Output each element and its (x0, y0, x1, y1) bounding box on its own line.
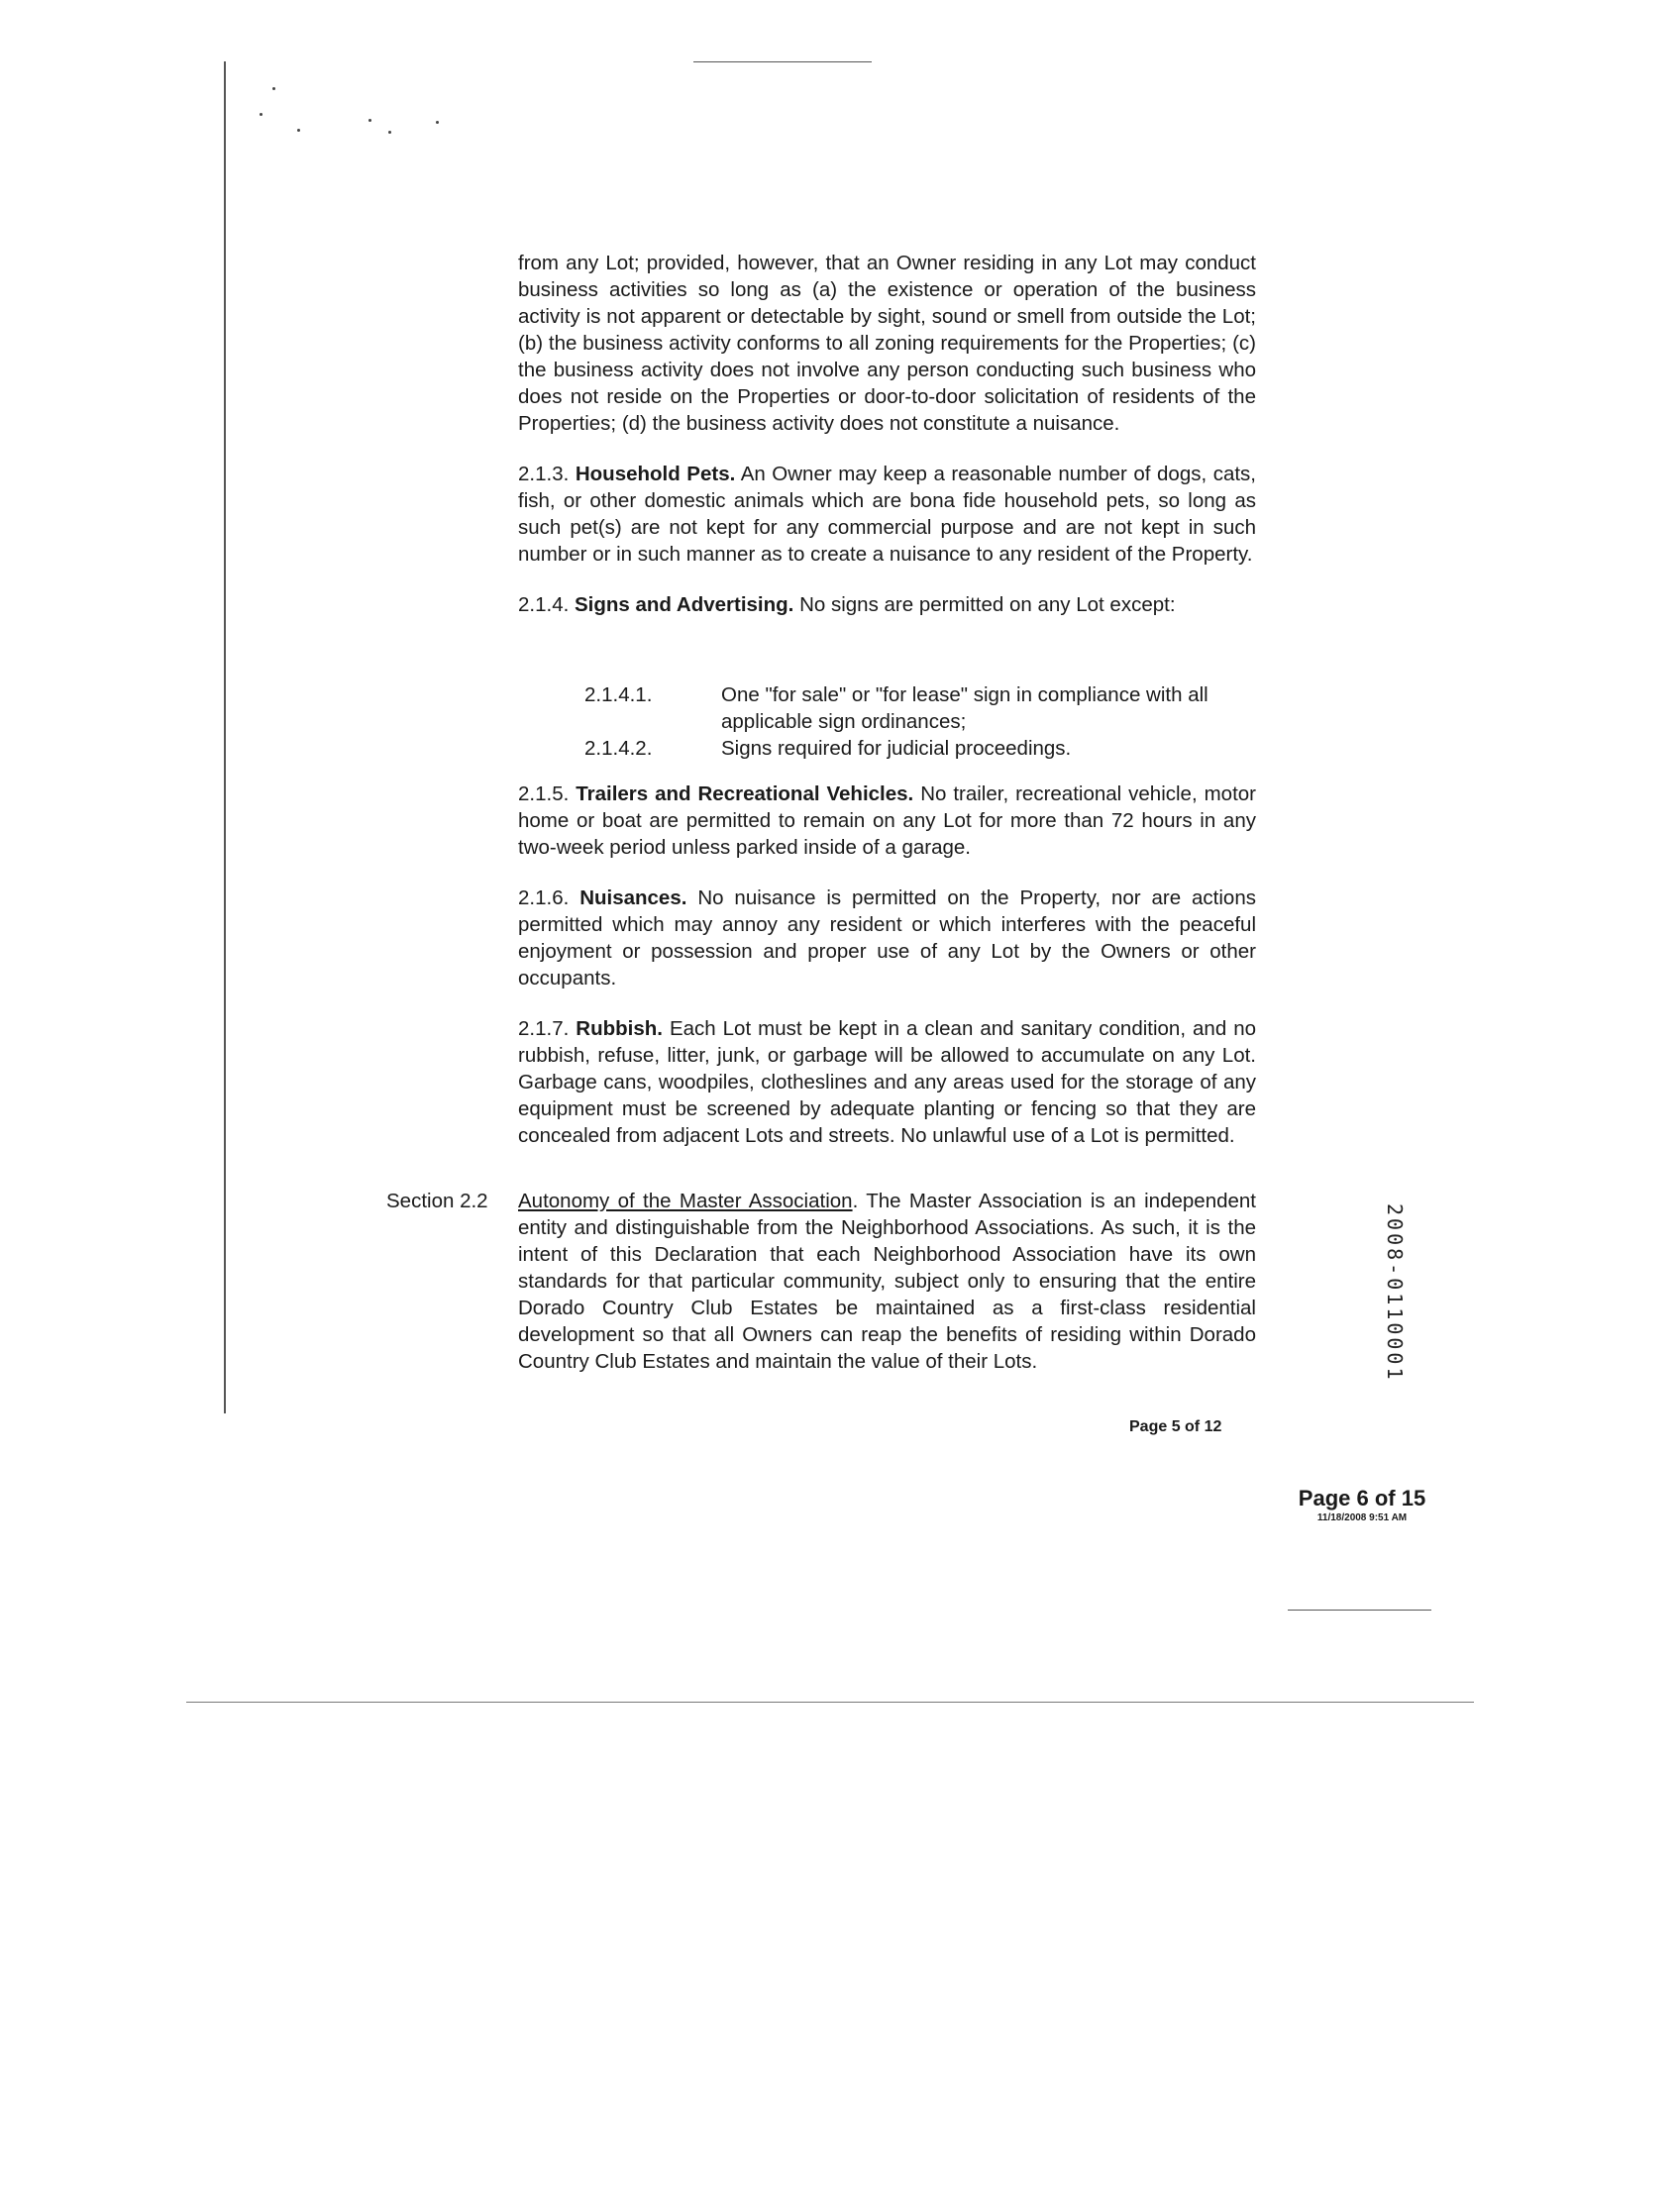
section-label: Section 2.2 (386, 1190, 488, 1212)
document-body (518, 250, 1256, 642)
scan-speck (368, 119, 371, 122)
paragraph-household-pets (518, 461, 1256, 568)
paragraph-autonomy (518, 1188, 1256, 1375)
section-2-2 (518, 1188, 1256, 1399)
section-title: Autonomy of the Master Association (518, 1190, 853, 1212)
paragraph-heading: Household Pets. (575, 463, 736, 485)
scan-speck (436, 121, 439, 124)
recording-number: 2008-0110001 (1383, 1203, 1407, 1383)
paragraph-nuisances (518, 885, 1256, 991)
sign-items-list (584, 681, 1258, 762)
list-item (584, 735, 1258, 762)
paragraph-number: 2.1.6. (518, 886, 570, 909)
scan-speck (260, 113, 262, 116)
list-item-number: 2.1.4.2. (584, 737, 653, 760)
paragraph-business-activities (518, 250, 1256, 437)
scan-bottom-border (186, 1702, 1474, 1703)
paragraph-text: No signs are permitted on any Lot except: (799, 593, 1176, 616)
scan-left-border (224, 61, 226, 1413)
paragraph-text: No nuisance is permitted on the Property, nor are actions permitted which may annoy any resident or which interferes with the peaceful enjoyment or possession and proper use of any Lot by the Owners or other occupants. (518, 886, 1256, 989)
paragraph-number: 2.1.4. (518, 593, 570, 616)
paragraph-text: Each Lot must be kept in a clean and sanitary condition, and no rubbish, refuse, litter, junk, or garbage will be allowed to accumulate on any Lot. Garbage cans, woodpiles, clotheslines and any areas used for the storage of any equipment must be screened by adequate planting or fencing so that they are concealed from adjacent Lots and streets. No unlawful use of a Lot is permitted. (518, 1017, 1256, 1147)
scan-speck (388, 131, 391, 134)
scan-right-mark (1288, 1610, 1431, 1611)
scan-speck (272, 87, 275, 90)
list-item-text: One "for sale" or "for lease" sign in compliance with all applicable sign ordinances; (721, 683, 1208, 733)
list-item-text: Signs required for judicial proceedings. (721, 737, 1072, 760)
stamp-timestamp: 11/18/2008 9:51 AM (1316, 1512, 1408, 1523)
paragraph-heading: Trailers and Recreational Vehicles. (576, 782, 914, 805)
paragraph-heading: Rubbish. (576, 1017, 663, 1040)
paragraph-number: 2.1.5. (518, 782, 570, 805)
page-number: Page 5 of 12 (1129, 1418, 1222, 1435)
paragraph-text: No trailer, recreational vehicle, motor home or boat are permitted to remain on any Lot for more than 72 hours in any two-week period unless parked inside of a garage. (518, 782, 1256, 859)
paragraph-rubbish (518, 1015, 1256, 1149)
list-item (584, 681, 1258, 735)
paragraph-heading: Signs and Advertising. (575, 593, 794, 616)
paragraph-number: 2.1.3. (518, 463, 570, 485)
paragraph-trailers-vehicles (518, 781, 1256, 861)
paragraph-text: An Owner may keep a reasonable number of dogs, cats, fish, or other domestic animals which are bona fide household pets, so long as such pet(s) are not kept for any commercial purpose and are not kept in such number or in such manner as to create a nuisance to any resident of the Property. (518, 463, 1257, 566)
stamp-page-number: Page 6 of 15 (1298, 1486, 1426, 1510)
scan-top-dash (693, 61, 872, 62)
scan-speck (297, 129, 300, 132)
paragraph-signs-advertising (518, 591, 1256, 618)
paragraph-number: 2.1.7. (518, 1017, 570, 1040)
list-item-number: 2.1.4.1. (584, 683, 653, 706)
recording-stamp (1278, 1486, 1446, 1523)
document-body-continued (518, 781, 1256, 1173)
section-text: . The Master Association is an independent entity and distinguishable from the Neighborhood Associations. As such, it is the intent of this Declaration that each Neighborhood Association have its own standards for that particular community, subject only to ensuring that the entire Dorado Country Club Estates be maintained as a first-class residential development so that all Owners can reap the benefits of residing within Dorado Country Club Estates and maintain the value of their Lots. (518, 1190, 1256, 1373)
paragraph-heading: Nuisances. (579, 886, 687, 909)
paragraph-text: from any Lot; provided, however, that an Owner residing in any Lot may conduct business activities so long as (a) the existence or operation of the business activity is not apparent or detectable by sight, sound or smell from outside the Lot; (b) the business activity conforms to all zoning requirements for the Properties; (c) the business activity does not involve any person conducting such business who does not reside on the Properties or door-to-door solicitation of residents of the Properties; (d) the business activity does not constitute a nuisance. (518, 252, 1256, 435)
